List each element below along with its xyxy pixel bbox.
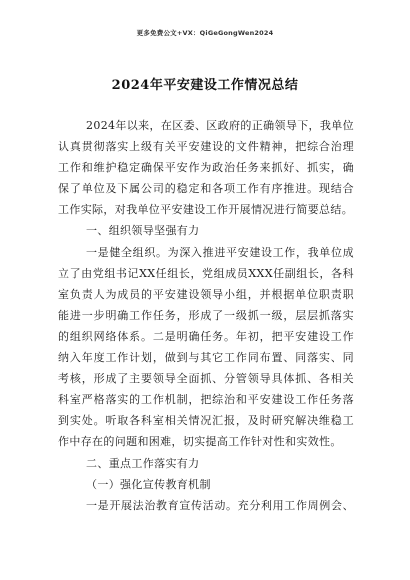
body-line: 保了单位及下属公司的稳定和各项工作有序推进。现结合 [58, 182, 354, 196]
body-line: 考核，形成了主要领导全面抓、分管领导具体抓、各相关 [58, 372, 354, 386]
body-line: 工作和维护稳定确保平安作为政治任务来抓好、抓实，确 [58, 161, 354, 175]
body-line: 一是健全组织。为深入推进平安建设工作，我单位成 [86, 245, 354, 259]
body-line: 2024年以来，在区委、区政府的正确领导下，我单位 [86, 119, 354, 132]
body-line: 室负责人为成员的平安建设领导小组，并根据单位职责职 [58, 287, 354, 301]
body-line: 一是开展法治教育宣传活动。充分利用工作周例会、 [86, 498, 354, 512]
body-line: 能进一步明确工作任务，形成了一级抓一级，层层抓落实 [58, 308, 354, 322]
body-line: 立了由党组书记XX任组长，党组成员XXX任副组长，各科 [58, 266, 354, 280]
section-heading-1: 一、组织领导坚强有力 [86, 224, 200, 238]
body-line: 认真贯彻落实上级有关平安建设的文件精神，把综合治理 [58, 140, 354, 154]
body-line: 工作实际，对我单位平安建设工作开展情况进行简要总结。 [58, 203, 354, 217]
header-note: 更多免费公文+VX：QiGeGongWen2024 [136, 29, 274, 37]
body-line: 的组织网络体系。二是明确任务。年初，把平安建设工作 [58, 329, 354, 343]
document-body [58, 115, 354, 516]
document-title: 2024年平安建设工作情况总结 [111, 78, 299, 93]
section-heading-2: 二、重点工作落实有力 [86, 456, 200, 470]
subsection-heading: （一）强化宣传教育机制 [86, 477, 211, 491]
body-line: 到实处。听取各科室相关情况汇报，及时研究解决维稳工 [58, 414, 354, 428]
body-line: 科室严格落实的工作机制，把综治和平安建设工作任务落 [58, 393, 354, 407]
body-line: 纳入年度工作计划，做到与其它工作同布置、同落实、同 [58, 351, 354, 365]
body-line: 作中存在的问题和困难，切实提高工作针对性和实效性。 [58, 435, 342, 449]
